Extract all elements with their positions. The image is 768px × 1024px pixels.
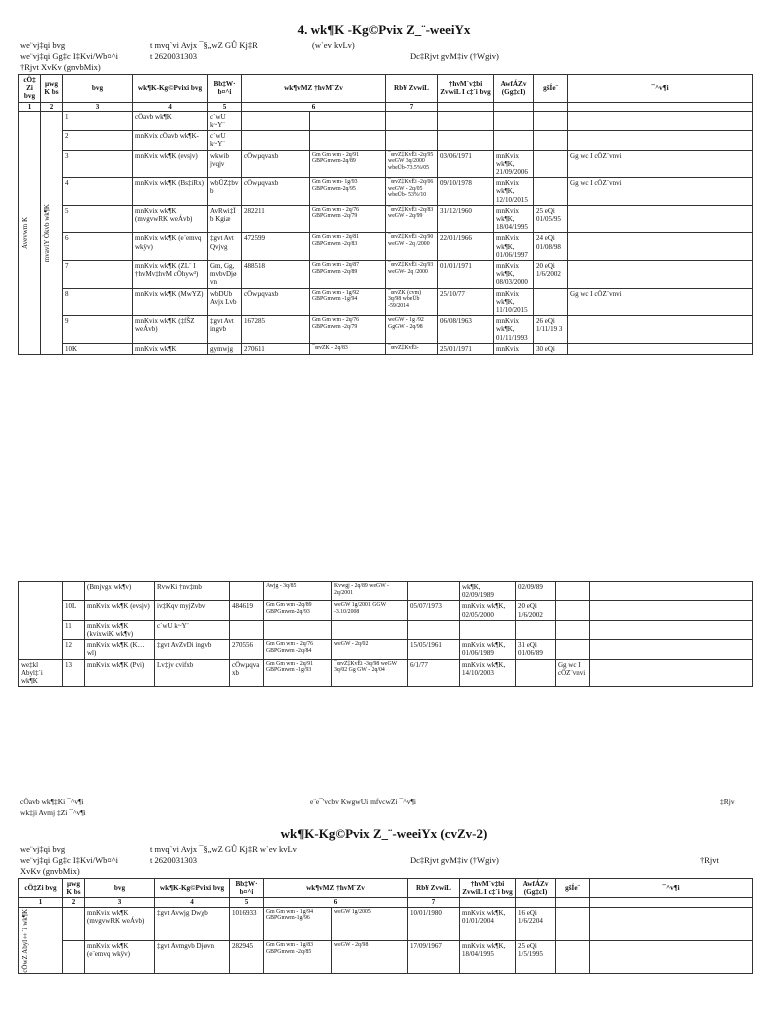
cell-c8: mnKvix wk¶K, 01/06/1997: [494, 233, 534, 261]
cell-c10: Gg wc I cÖZ¨vnvi: [568, 150, 753, 178]
cell-c6a: Awjg - 3q/85: [264, 582, 332, 601]
cell-c9: 25 eQi 1/5/1995: [516, 940, 556, 973]
cell-c8: mnKvix wk¶K, 14/10/2003: [460, 659, 516, 687]
cell-c4: wbÜZ‡bvb: [208, 178, 242, 206]
cell-c6a: Gm Gm wm - 2q/91 GBPGmwm -1g/93: [264, 659, 332, 687]
cell-n: 5: [63, 205, 133, 233]
cell-c6a: ¯œvZK - 2q/83: [310, 343, 386, 354]
cell-c4: AvRwi‡Ïb Kgiæ: [208, 205, 242, 233]
cell-c3: mnKvix wk¶K (mvgvwRK weÁvb): [85, 907, 155, 940]
district: †Rjvt XvKv (gnvbMix): [20, 62, 101, 72]
table-row: [19, 150, 753, 178]
cell-n: 10L: [63, 601, 85, 620]
category-label-text: Avevwm K: [21, 216, 29, 249]
cell-c8: mnKvix wk¶K, 02/05/2000: [460, 601, 516, 620]
cell-c10: Gg wc I cÖZ¨vnvi: [568, 178, 753, 206]
cell-c10: [568, 316, 753, 344]
cell-c5: 270556: [230, 640, 264, 659]
footer-signature-district: wk‡ji Avmj ‡Zi ¯^v¶i: [20, 808, 86, 817]
cell-c5: 1016933: [230, 907, 264, 940]
cell-c5: 167285: [242, 316, 310, 344]
cell-c7: [438, 111, 494, 130]
p2-district: XvKv (gnvbMix): [20, 866, 80, 876]
cell-c7: 15/05/1961: [408, 640, 460, 659]
cell-c3: mnKvix wk¶K (kvixwiK wk¶v): [85, 620, 155, 639]
table-row: [19, 940, 753, 973]
cell-c4: gymwjg: [208, 343, 242, 354]
cell-c4: c`wU k~Y¨: [208, 131, 242, 150]
cell-n: 12: [63, 640, 85, 659]
cell-c7: 6/1/77: [408, 659, 460, 687]
col-header: µwgK bs: [41, 75, 63, 103]
eiin-label: we¨vj‡qi Gg‡c I‡Kvi/Wb¤^i: [20, 51, 118, 61]
cell-c9: [516, 659, 556, 687]
cell-c8: mnKvix wk¶K, 18/04/1995: [494, 205, 534, 233]
cell-c3: mnKvix wk¶K (evsjv): [133, 150, 208, 178]
col-number: 7: [408, 898, 460, 907]
p2-column-number-row: [19, 898, 753, 907]
cell-c3: mnKvix wk¶K (ZL¨ I †hvMv‡hvM cÖhyw³): [133, 261, 208, 289]
p2-school-name-value: t mvq`vi Avjx ¯§„wZ GÛ Kj‡R w`ev kvLv: [150, 844, 297, 854]
cell-c8: mnKvix wk¶K, 01/11/1993: [494, 316, 534, 344]
cell-c7: [438, 131, 494, 150]
footer-signature-head: cÖavb wk¶‡Ki ¯^v¶i: [20, 797, 84, 806]
staff-table-page2: [18, 878, 753, 974]
cell-c8: mnKvix wk¶K, 11/10/2015: [494, 288, 534, 316]
col-header: wk¶vMZ †hvM¨Zv: [242, 75, 386, 103]
cell-c6a: Gm Gm wm - 2q/91 GBPGmwm-2q/89: [310, 150, 386, 178]
col-header: µwgK bs: [63, 879, 85, 898]
cell-c4: ‡gvt Avwjg Dwχb: [155, 907, 230, 940]
cell-c3: cÖavb wk¶K: [133, 111, 208, 130]
cell-c5: 472599: [242, 233, 310, 261]
cell-c7: 25/01/1971: [438, 343, 494, 354]
cell-n: 11: [63, 620, 85, 639]
cell-c5: cÖwµqvaxb: [230, 659, 264, 687]
p2-eiin-label: we¨vj‡qi Gg‡c I‡Kvi/Wb¤^i: [20, 855, 118, 865]
table-row: [19, 205, 753, 233]
table-row: [19, 233, 753, 261]
col-header: Bb‡W· b¤^i: [208, 75, 242, 103]
cell-c4: ‡gvt Avt Qvjvg: [208, 233, 242, 261]
col-number: 2: [41, 102, 63, 111]
col-number: 6: [264, 898, 408, 907]
cell-c6b: weGW 1g/2001 GGW -3.10/2008: [332, 601, 408, 620]
cell-c10: [568, 131, 753, 150]
cell-c5: cÖwµqvaxb: [242, 178, 310, 206]
cell-c3: mnKvix wk¶K (Pvi): [85, 659, 155, 687]
cell-c10: Gg wc I cÖZ¨vnvi: [568, 288, 753, 316]
cell-c3: mnKvix wk¶K: [133, 343, 208, 354]
table-row: [19, 111, 753, 130]
cell-c4: RvwKi †nv‡mb: [155, 582, 230, 601]
col-header: wk¶vMZ †hvM¨Zv: [264, 879, 408, 898]
col-header: AwfÁZv (Gg‡cI): [516, 879, 556, 898]
table-row: [19, 178, 753, 206]
category-label: [19, 907, 63, 974]
cell-c6b: weGW - 1g /92 GgGW - 2q/98: [386, 316, 438, 344]
cell-n: 8: [63, 288, 133, 316]
cell-c6a: Gm Gm wm - 1g/94 GBPGmwm-1g/96: [264, 907, 332, 940]
eiin-value: t 2620031303: [150, 51, 197, 61]
cell-c7: 01/01/1971: [438, 261, 494, 289]
cell-c8: mnKvix: [494, 343, 534, 354]
col-header: Rb¥ ZvwiL: [386, 75, 438, 103]
cell-c8: mnKvix wk¶K, 18/04/1995: [460, 940, 516, 973]
cell-c5: 282945: [230, 940, 264, 973]
col-header: ¯^v¶i: [590, 879, 753, 898]
col-header: bvg: [63, 75, 133, 103]
cell-c8: mnKvix wk¶K, 01/06/1989: [460, 640, 516, 659]
header-row: [19, 75, 753, 103]
upazila: Dc‡Rjvt gvM‡iv (†Wgiv): [410, 51, 499, 61]
cell-c10: [568, 261, 753, 289]
col-header: ¯^v¶i: [568, 75, 753, 103]
cell-c8: mnKvix wk¶K, 21/09/2006: [494, 150, 534, 178]
cell-c7: 10/01/1980: [408, 907, 460, 940]
cell-c5: 270611: [242, 343, 310, 354]
cell-c5: cÖwµqvaxb: [242, 288, 310, 316]
table-row: [19, 261, 753, 289]
cell-n: [63, 582, 85, 601]
cell-n: [63, 940, 85, 973]
page-title: 4. wk¶K -Kg©Pvix Z_¨-weeiYx: [297, 22, 471, 37]
cell-c6b: [332, 620, 408, 639]
column-number-row: [19, 102, 753, 111]
cell-c7: 22/01/1966: [438, 233, 494, 261]
table-row: [19, 131, 753, 150]
col-number: 1: [19, 102, 41, 111]
p2-header-row: [19, 879, 753, 898]
cell-c10: [568, 111, 753, 130]
cell-c6b: ¯œvZ‡KvËi -2q/93 weGW- 2q /2000: [386, 261, 438, 289]
cell-c6b: ¯œvZ‡KvËi -2q/90 weGW - 2q /2000: [386, 233, 438, 261]
cell-n: 6: [63, 233, 133, 261]
cell-c9: 16 eQi 1/6/2204: [516, 907, 556, 940]
table-row: [19, 640, 753, 659]
cell-c8: [494, 131, 534, 150]
cell-c4: wbDUb Avjx Lvb: [208, 288, 242, 316]
cell-c4: ‡gvt AvZvDi ingvb: [155, 640, 230, 659]
cell-c10: Gg wc I cÖZ¨vnvi: [556, 659, 590, 687]
cell-n: 3: [63, 150, 133, 178]
cell-c9: 25 eQi 01/05/95: [534, 205, 568, 233]
cell-c5: 484619: [230, 601, 264, 620]
cell-c6b: weGW - 2q/98: [332, 940, 408, 973]
cell-c8: mnKvix wk¶K, 08/03/2000: [494, 261, 534, 289]
cell-n: 1: [63, 111, 133, 130]
cell-c6b: ¯œvZ‡KvËi -2q/06 weGW - 2q/05 wbeÜb- 53%/10: [386, 178, 438, 206]
page2-title: wk¶K-Kg©Pvix Z_¨-weeiYx (cvZv-2): [280, 826, 488, 841]
col-number: 2: [63, 898, 85, 907]
col-number: 7: [386, 102, 438, 111]
school-name-label: we¨vj‡qi bvg: [20, 40, 66, 50]
cell-c3: mnKvix wk¶K (K…wl): [85, 640, 155, 659]
col-header: gšÍe¨: [556, 879, 590, 898]
cell-c10: [556, 640, 590, 659]
cell-c7: 25/10/77: [438, 288, 494, 316]
cell-c4: c`wU k~Y¨: [155, 620, 230, 639]
cell-c7: [408, 582, 460, 601]
cell-c3: mnKvix cÖavb wk¶K-: [133, 131, 208, 150]
cell-c9: [534, 111, 568, 130]
cell-c6b: weGW 1g/2005: [332, 907, 408, 940]
cell-c9: 20 eQi 1/6/2002: [534, 261, 568, 289]
cell-c3: mnKvix wk¶K (Bs‡iRx): [133, 178, 208, 206]
cell-c9: 26 eQi 1/11/19 3: [534, 316, 568, 344]
cell-c6b: [386, 111, 438, 130]
cell-c6b: ¯œvZ‡KvËi -2q/83 weGW - 2q/99: [386, 205, 438, 233]
cell-c4: Lv‡jv cvifxb: [155, 659, 230, 687]
cell-c10: [568, 343, 753, 354]
cell-c5: [242, 111, 310, 130]
col-number: 6: [242, 102, 386, 111]
p2-school-name-label: we¨vj‡qi bvg: [20, 844, 66, 854]
cell-c6b: ¯œvZ‡KvËi -2q/95 weGW 3q/2000 wbeÜb-73.5%/05: [386, 150, 438, 178]
col-number: 3: [85, 898, 155, 907]
cell-c4: iv‡Kqv myjZvbv: [155, 601, 230, 620]
col-header: bvg: [85, 879, 155, 898]
cell-c4: Gm, Gg, mvbvDjøvn: [208, 261, 242, 289]
col-number: 1: [19, 898, 63, 907]
cell-c9: 20 eQi 1/6/2002: [516, 601, 556, 620]
cell-c6a: Gm Gm wm - 2q/76 GBPGmwm -2q/79: [310, 316, 386, 344]
cell-c6b: [386, 131, 438, 150]
col-number: 5: [208, 102, 242, 111]
staff-table-continued: [18, 581, 753, 687]
category-label: [19, 111, 41, 354]
cell-c6b: Kvwgj - 2q/89 weGW - 2q/2001: [332, 582, 408, 601]
cell-c6a: Gm Gm wm - 2q/76 GBPGmwm -2q/79: [310, 205, 386, 233]
category-label-text: mvaviY Òkvb wk¶K: [43, 203, 51, 263]
cell-c9: [534, 178, 568, 206]
cell-c6a: Gm Gm wm -2q/89 GBPGmwm-2q/93: [264, 601, 332, 620]
col-header: AwfÁZv (Gg‡cI): [494, 75, 534, 103]
col-header: Rb¥ ZvwiL: [408, 879, 460, 898]
cell-c10: [556, 940, 590, 973]
cell-c7: [408, 620, 460, 639]
col-number: 3: [63, 102, 133, 111]
cell-n: 9: [63, 316, 133, 344]
col-number: 4: [133, 102, 208, 111]
cell-c10: [568, 233, 753, 261]
page-2: [0, 826, 768, 842]
school-shift: (w`ev kvLv): [312, 40, 355, 50]
cell-c6a: [310, 111, 386, 130]
cell-c5: [230, 582, 264, 601]
cell-c3: mnKvix wk¶K (mvgvwRK weÁvb): [133, 205, 208, 233]
category-label: [41, 111, 63, 354]
table-row: [19, 582, 753, 601]
cell-c7: 06/08/1963: [438, 316, 494, 344]
cell-c5: 282211: [242, 205, 310, 233]
cell-c3: mnKvix wk¶K (e¨emvq wkÿv): [133, 233, 208, 261]
cell-c10: [556, 620, 590, 639]
col-number: 5: [230, 898, 264, 907]
cell-c10: [556, 907, 590, 940]
cell-c6b: ¯œvZ‡KvËi -3q/98 weGW 3q/02 Gg GW - 2q/04: [332, 659, 408, 687]
cell-c8: wk¶K, 02/09/1989: [460, 582, 516, 601]
cell-c7: 17/09/1967: [408, 940, 460, 973]
cell-c8: mnKvix wk¶K, 12/10/2015: [494, 178, 534, 206]
cell-n: 2: [63, 131, 133, 150]
cell-c6a: Gm Gm wm- 1g/93 GBPGmwm-2q/95: [310, 178, 386, 206]
cell-n: 13: [63, 659, 85, 687]
cell-c9: 30 eQi: [534, 343, 568, 354]
staff-table-page1: [18, 74, 753, 355]
table-row: [19, 907, 753, 940]
cell-c6b: ¯œvZK (cvm) 3q/98 wbeÜb -59/2014: [386, 288, 438, 316]
col-header: †hvM`v‡bi ZvwiL I c‡`i bvg: [438, 75, 494, 103]
cell-c8: mnKvix wk¶K, 01/01/2004: [460, 907, 516, 940]
school-name-value: t mvq`vi Avjx ¯§„wZ GÛ Kj‡R: [150, 40, 258, 50]
footer-signature-committee: e¨e¯'vcbv KwgwUi mfvcwZi ¯^v¶i: [310, 797, 416, 806]
col-header: cÖ‡Zi bvg: [19, 879, 63, 898]
category-label-text: we‡kl Abyl‡`i wk¶K: [21, 660, 43, 686]
cell-n: [63, 907, 85, 940]
table-row: [19, 316, 753, 344]
cell-n: 4: [63, 178, 133, 206]
cell-c6a: [264, 620, 332, 639]
category-label-text: cÖwZ Abyl‡`i wk¶K: [21, 908, 29, 973]
cell-n: 7: [63, 261, 133, 289]
col-header: Bb‡W· b¤^i: [230, 879, 264, 898]
cell-c7: 05/07/1973: [408, 601, 460, 620]
cell-c9: [516, 620, 556, 639]
cell-c4: wkwib jvqjv: [208, 150, 242, 178]
cell-n: 10K: [63, 343, 133, 354]
cell-c8: [494, 111, 534, 130]
cell-c3: mnKvix wk¶K (MwYZ): [133, 288, 208, 316]
cell-c6a: Gm Gm wm - 1g/92 GBPGmwm -1g/94: [310, 288, 386, 316]
cell-c6b: weGW - 2q/02: [332, 640, 408, 659]
cell-c6a: [310, 131, 386, 150]
cell-c5: cÖwµqvaxb: [242, 150, 310, 178]
cell-c6b: ¯œvZ‡KvËi-: [386, 343, 438, 354]
cell-c3: mnKvix wk¶K (evsjv): [85, 601, 155, 620]
table-row: [19, 659, 753, 687]
col-header: †hvM`v‡bi ZvwiL I c‡`i bvg: [460, 879, 516, 898]
cell-c5: [230, 620, 264, 639]
cell-c7: 09/10/1978: [438, 178, 494, 206]
col-number: 4: [155, 898, 230, 907]
cell-c3: mnKvix wk¶K (‡fŠZ weÁvb): [133, 316, 208, 344]
cell-c10: [556, 601, 590, 620]
cell-c9: 31 eQi 01/06/89: [516, 640, 556, 659]
page-1: [0, 22, 768, 38]
cell-c9: 24 eQi 01/08/98: [534, 233, 568, 261]
cell-c4: c`wU k~Y¨: [208, 111, 242, 130]
col-header: wk¶K-Kg©Pvixi bvg: [133, 75, 208, 103]
table-row: [19, 601, 753, 620]
cell-c6a: Gm Gm wm - 2q/87 GBPGmwm -2q/89: [310, 261, 386, 289]
cell-c4: ‡gvt Avt ingvb: [208, 316, 242, 344]
p2-district-label: †Rjvt: [700, 855, 719, 865]
category-label: [19, 582, 63, 660]
p2-eiin-value: t 2620031303: [150, 855, 197, 865]
cell-c9: [534, 131, 568, 150]
table-row: [19, 620, 753, 639]
col-header: gšÍe¨: [534, 75, 568, 103]
cell-c10: [556, 582, 590, 601]
cell-c7: 31/12/1960: [438, 205, 494, 233]
cell-c9: [534, 288, 568, 316]
p2-upazila: Dc‡Rjvt gvM‡iv (†Wgiv): [410, 855, 499, 865]
cell-c9: [534, 150, 568, 178]
table-row: [19, 288, 753, 316]
footer-district: ‡Rjv: [720, 797, 735, 806]
cell-c6a: Gm Gm wm - 2q/81 GBPGmwm -2q/83: [310, 233, 386, 261]
cell-c5: 488518: [242, 261, 310, 289]
cell-c7: 03/06/1971: [438, 150, 494, 178]
cell-c10: [568, 205, 753, 233]
cell-c6a: Gm Gm wm - 2q/76 GBPGmwm -2q/84: [264, 640, 332, 659]
cell-c6a: Gm Gm wm - 1g/83 GBPGmwm -2q/85: [264, 940, 332, 973]
cell-c9: 02/09/89: [516, 582, 556, 601]
cell-c8: [460, 620, 516, 639]
cell-c5: [242, 131, 310, 150]
cell-c4: ‡gvt Avmgvb Djøvn: [155, 940, 230, 973]
table-row: [19, 343, 753, 354]
col-header: wk¶K-Kg©Pvixi bvg: [155, 879, 230, 898]
cell-c3: mnKvix wk¶K (e¨emvq wkÿv): [85, 940, 155, 973]
category-label: [19, 659, 63, 687]
cell-c3: (Bmjvgx wk¶v): [85, 582, 155, 601]
col-header: cÖ‡Zi bvg: [19, 75, 41, 103]
